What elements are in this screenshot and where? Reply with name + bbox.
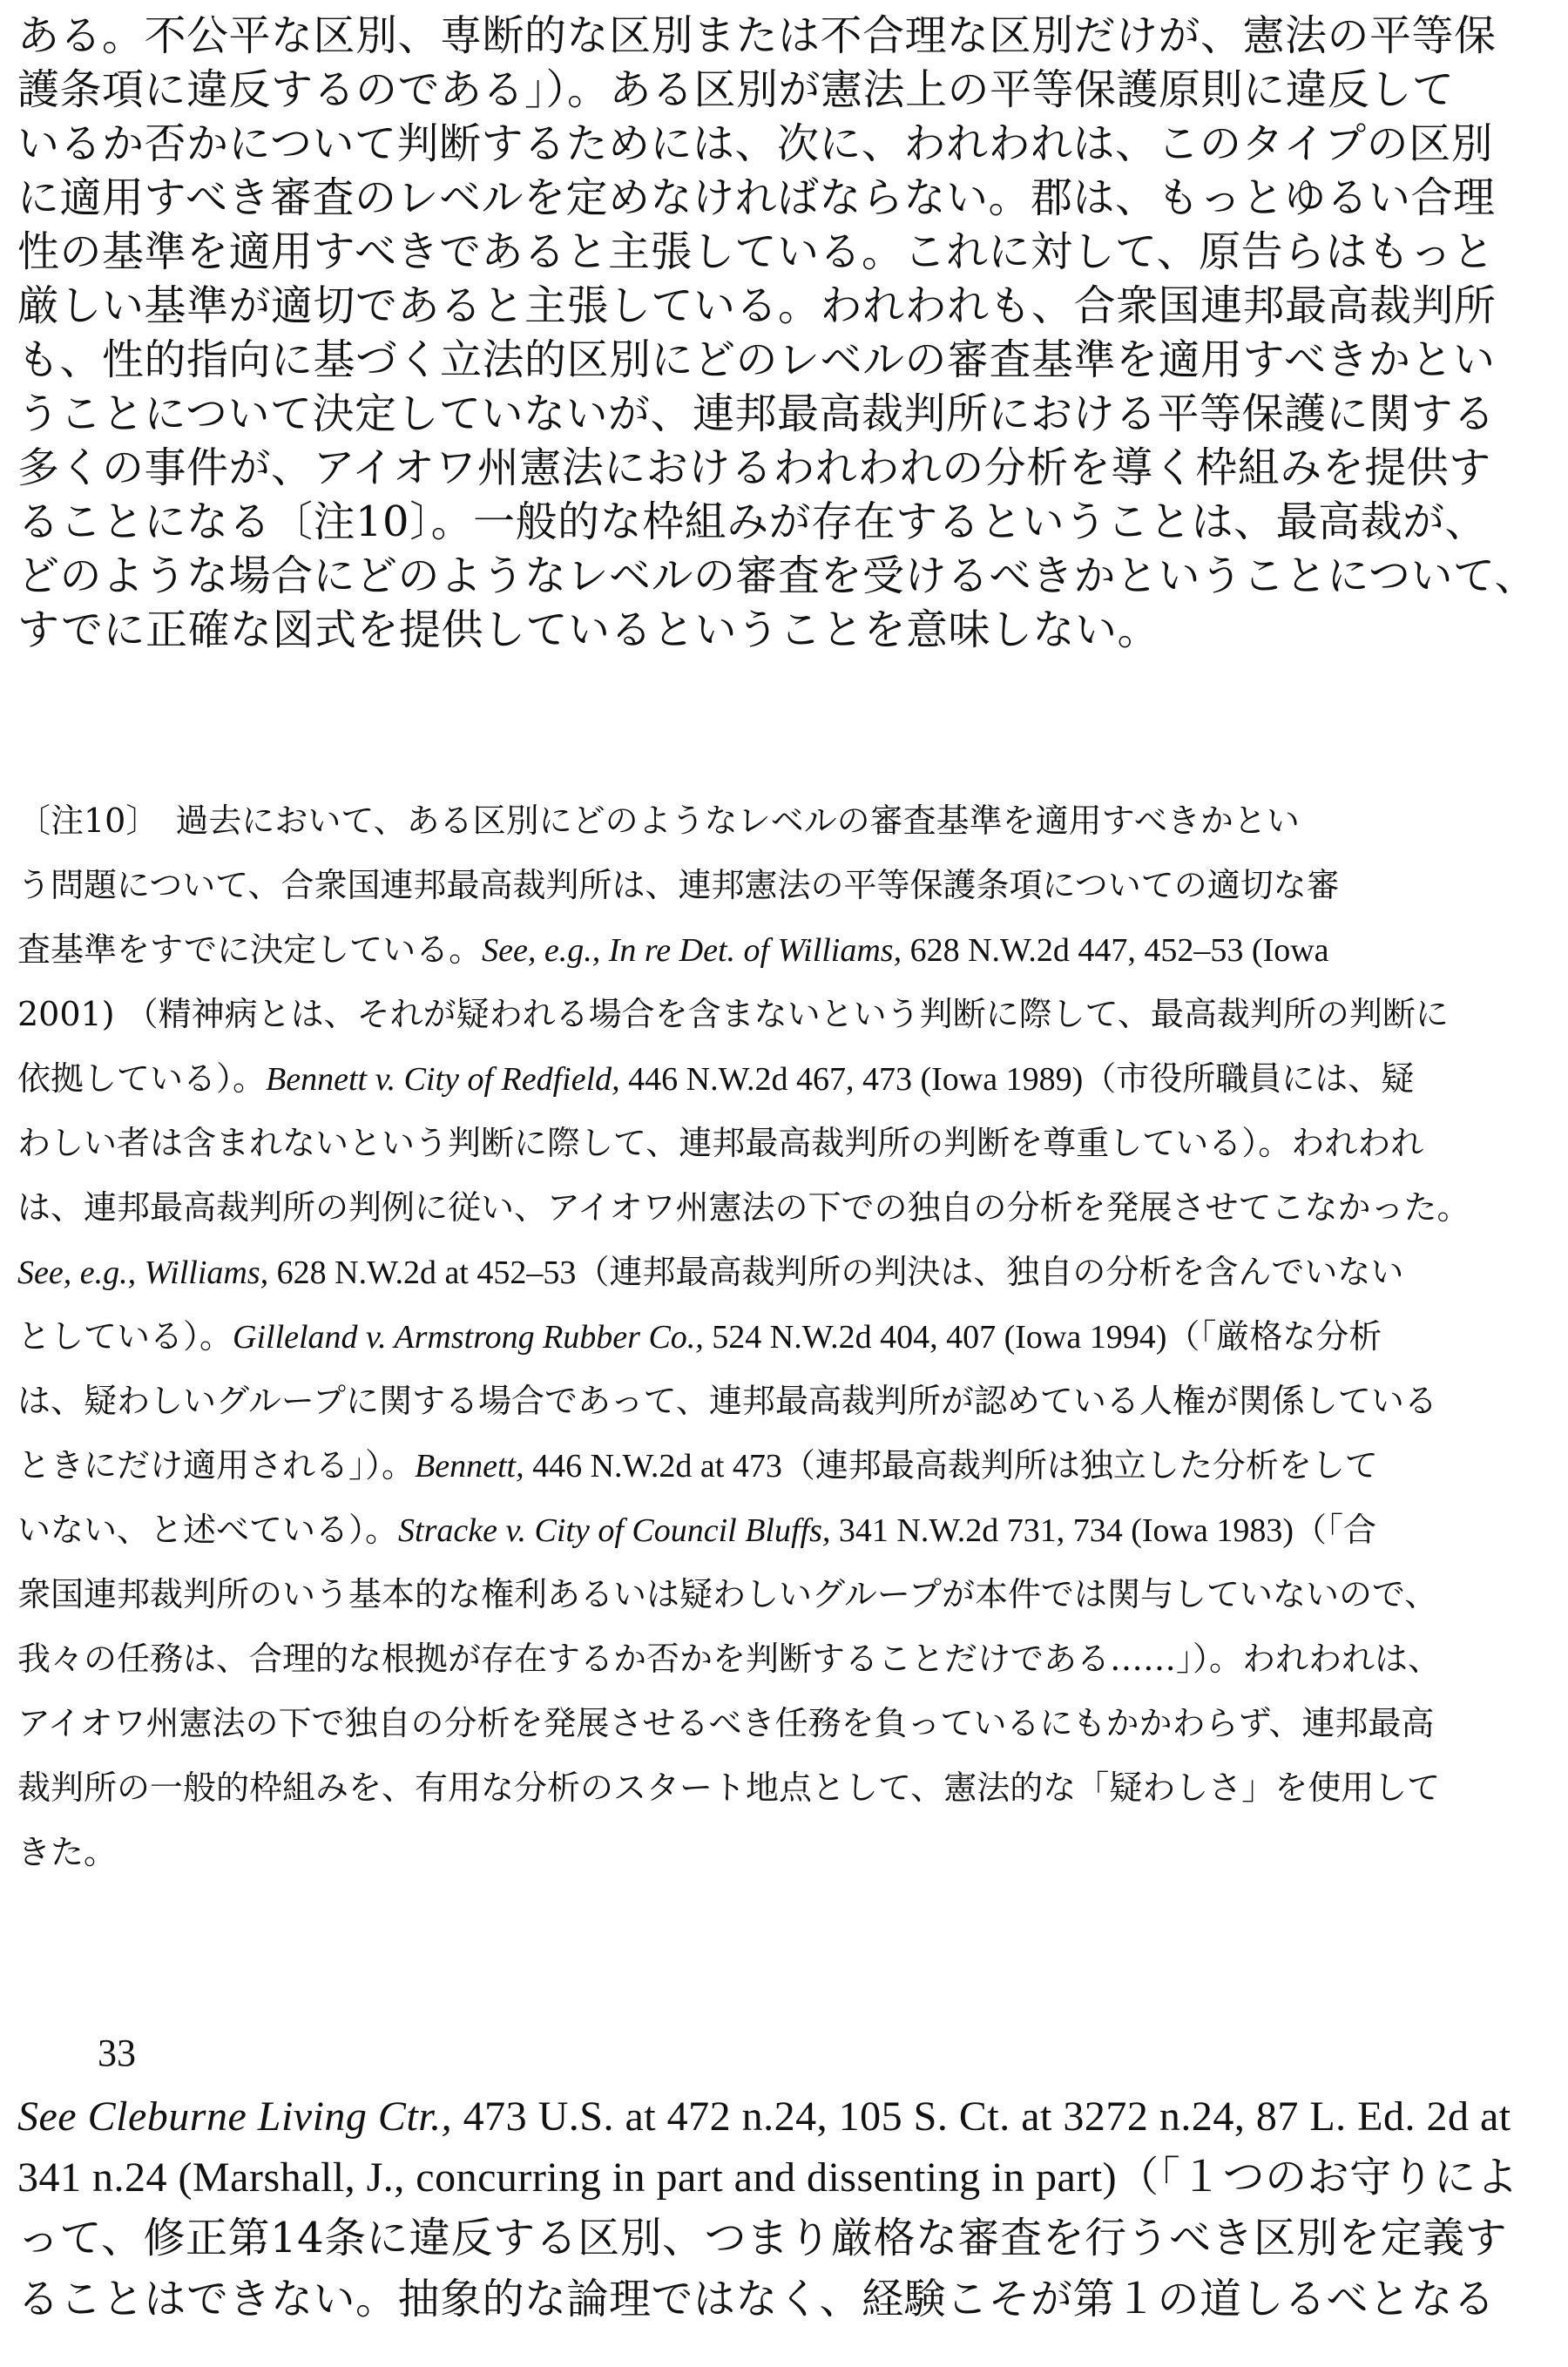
main-line: って、修正第14条に違反する区別、つまり厳格な審査を行うべき区別を定義す <box>17 2214 1508 2262</box>
footnote-line: は、連邦最高裁判所の判例に従い、アイオワ州憲法の下での独自の分析を発展させてこなかった。 <box>17 1188 1470 1227</box>
page-number: 33 <box>98 2032 136 2074</box>
footnote-line: う問題について、合衆国連邦最高裁判所は、連邦憲法の平等保護条項についての適切な審 <box>17 866 1340 904</box>
case-citation: Gilleland v. Armstrong Rubber Co., <box>233 1319 704 1356</box>
footnote-line: 裁判所の一般的枠組みを、有用な分析のスタート地点として、憲法的な「疑わしさ」を使用して <box>17 1768 1441 1807</box>
footnote-line: としている）。Gilleland v. Armstrong Rubber Co., 524 N.W.2d 404, 407 (Iowa 1994)（「厳格な分析 <box>17 1317 1382 1356</box>
footnote-line: わしい者は含まれないという判断に際して、連邦最高裁判所の判断を尊重している）。われわれ <box>17 1124 1424 1162</box>
main-line: 厳しい基準が適切であると主張している。われわれも、合衆国連邦最高裁判所 <box>17 281 1497 330</box>
footnote-line: 我々の任務は、合理的な根拠が存在するか否かを判断することだけである……」）。われわれは、 <box>17 1640 1442 1678</box>
main-line: ることはできない。抽象的な論理ではなく、経験こそが第１の道しるべとなる <box>17 2275 1496 2323</box>
case-citation: Bennett v. City of Redfield, <box>266 1061 620 1098</box>
footnote-line: 査基準をすでに決定している。See, e.g., In re Det. of Williams, 628 N.W.2d 447, 452–53 (Iowa <box>17 930 1329 969</box>
main-line: 護条項に違反するのである」）。ある区別が憲法上の平等保護原則に違反して <box>17 65 1455 114</box>
main-line: に適用すべき審査のレベルを定めなければならない。郡は、もっとゆるい合理 <box>17 173 1496 222</box>
footnote-line: 依拠している）。Bennett v. City of Redfield, 446 N.W.2d 467, 473 (Iowa 1989)（市役所職員には、疑 <box>17 1059 1415 1098</box>
main-line: いるか否かについて判断するためには、次に、われわれは、このタイプの区別 <box>17 119 1494 168</box>
footnote-line: きた。 <box>17 1833 118 1871</box>
case-citation: See Cleburne Living Ctr., <box>17 2093 453 2140</box>
case-citation: Bennett, <box>415 1448 524 1484</box>
main-line: 多くの事件が、アイオワ州憲法におけるわれわれの分析を導く枠組みを提供す <box>17 443 1491 492</box>
main-line: すでに正確な図式を提供しているということを意味しない。 <box>17 605 1159 654</box>
footnote-line: 衆国連邦裁判所のいう基本的な権利あるいは疑わしいグループが本件では関与していないので、 <box>17 1575 1438 1613</box>
main-line: ある。不公平な区別、専断的な区別または不合理な区別だけが、憲法の平等保 <box>17 11 1497 60</box>
case-citation: Stracke v. City of Council Bluffs, <box>398 1512 831 1549</box>
footnote-line: は、疑わしいグループに関する場合であって、連邦最高裁判所が認めている人権が関係している <box>17 1382 1437 1420</box>
case-citation: See, e.g., Williams, <box>17 1255 269 1291</box>
main-line: See Cleburne Living Ctr., 473 U.S. at 472 n.24, 105 S. Ct. at 3272 n.24, 87 L. Ed. 2d at <box>17 2093 1511 2140</box>
main-line: 性の基準を適用すべきであると主張している。これに対して、原告らはもっと <box>17 227 1495 276</box>
main-line: うことについて決定していないが、連邦最高裁判所における平等保護に関する <box>17 389 1496 438</box>
footnote-line: ときにだけ適用される」）。Bennett, 446 N.W.2d at 473（連邦最高裁判所は独立した分析をして <box>17 1446 1378 1484</box>
main-line: 341 n.24 (Marshall, J., concurring in part and dissenting in part)（「１つのお守りによ <box>17 2154 1519 2201</box>
footnote-line: アイオワ州憲法の下で独自の分析を発展させるべき任務を負っているにもかかわらず、連邦最高 <box>17 1704 1435 1742</box>
main-line: ることになる〔注10〕。一般的な枠組みが存在するということは、最高裁が、 <box>17 497 1488 546</box>
footnote-line: 2001) （精神病とは、それが疑われる場合を含まないという判断に際して、最高裁判所の判断に <box>17 995 1449 1033</box>
main-line: どのような場合にどのようなレベルの審査を受けるべきかということについて、 <box>17 551 1538 600</box>
case-citation: See, e.g., In re Det. of Williams, <box>482 932 902 969</box>
footnote-line: See, e.g., Williams, 628 N.W.2d at 452–53（連邦最高裁判所の判決は、独自の分析を含んでいない <box>17 1255 1404 1291</box>
footnote-line: 〔注10〕 過去において、ある区別にどのようなレベルの審査基準を適用すべきかとい <box>17 801 1300 840</box>
main-line: も、性的指向に基づく立法的区別にどのレベルの審査基準を適用すべきかとい <box>17 335 1496 384</box>
footnote-line: いない、と述べている）。Stracke v. City of Council Bluffs, 341 N.W.2d 731, 734 (Iowa 1983)（「合 <box>17 1511 1376 1549</box>
